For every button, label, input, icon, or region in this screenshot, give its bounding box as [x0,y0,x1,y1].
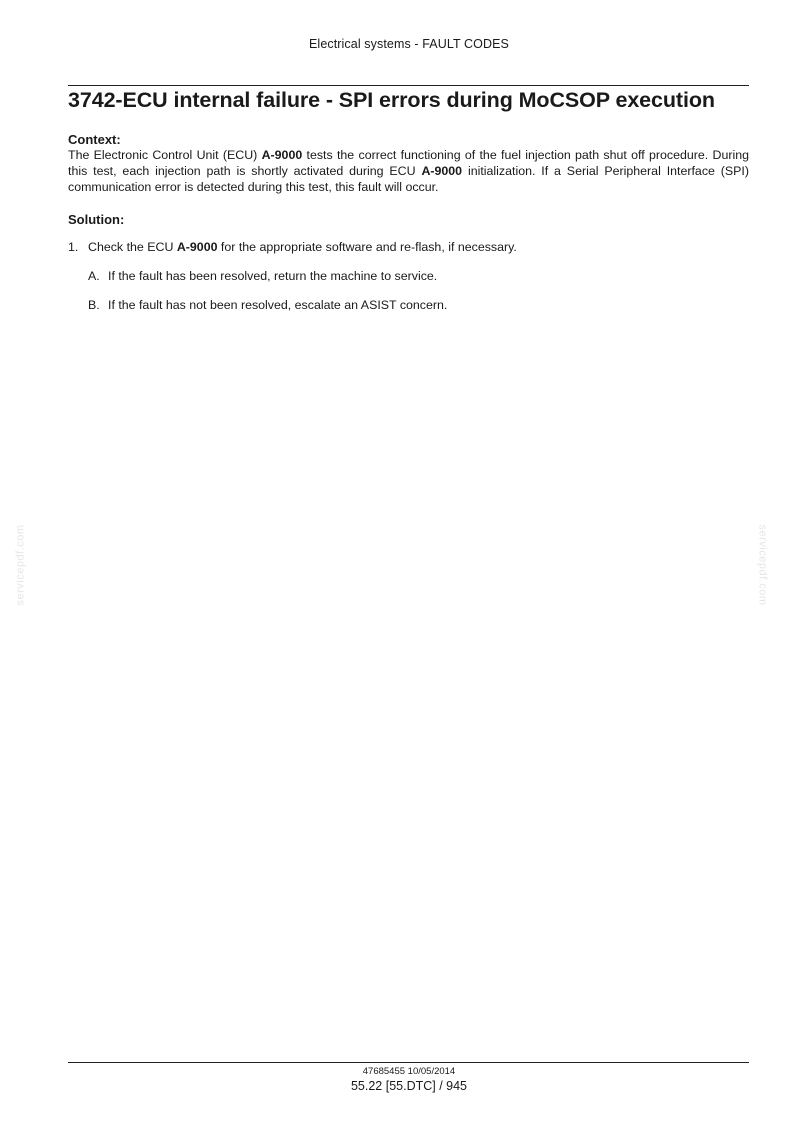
running-header: Electrical systems - FAULT CODES [309,37,509,51]
sub-step-letter: B. [88,298,100,312]
sub-step-text: If the fault has not been resolved, escalate an ASIST concern. [108,298,448,312]
sub-step-text: If the fault has been resolved, return the machine to service. [108,269,438,283]
solution-step [68,240,517,254]
component-code: A-9000 [261,148,303,162]
page-title: 3742-ECU internal failure - SPI errors during MoCSOP execution [68,88,715,112]
watermark-right: servicepdf.com [756,524,769,606]
step-number: 1. [68,240,79,254]
sub-step-letter: A. [88,269,100,283]
context-text-3: initialization. If a Serial Peripheral Interface (SPI) communication error is detected during this test, this fault will occur. [68,164,749,194]
sub-step [88,269,437,283]
step-text-before: Check the ECU [88,240,177,254]
solution-label: Solution: [68,212,125,227]
context-label: Context: [68,132,121,147]
component-code: A-9000 [421,164,463,178]
sub-step [88,298,447,312]
context-text-1: The Electronic Control Unit (ECU) [68,148,262,162]
footer-page-reference: 55.22 [55.DTC] / 945 [350,1079,468,1093]
footer-doc-reference: 47685455 10/05/2014 [362,1066,456,1077]
step-text-after: for the appropriate software and re-flash, if necessary. [217,240,517,254]
header-divider [68,85,749,86]
watermark-left: servicepdf.com [14,524,27,606]
context-paragraph [68,147,749,195]
component-code: A-9000 [176,240,218,254]
footer-divider [68,1062,749,1063]
context-text-2: tests the correct functioning of the fuel injection path shut off procedure. During this test, each injection path is shortly activated during ECU [68,148,750,178]
